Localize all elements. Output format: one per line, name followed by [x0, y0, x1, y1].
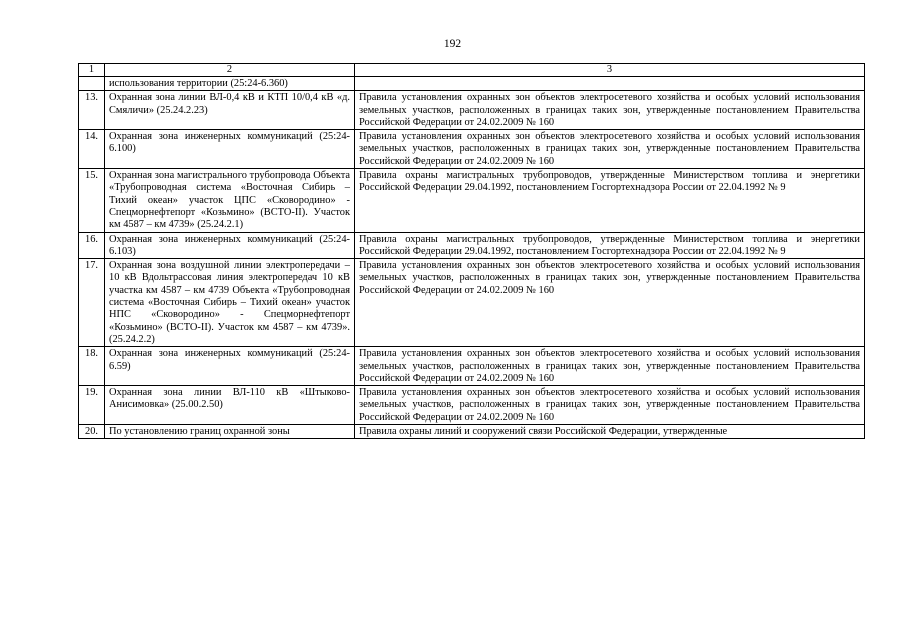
- page-number: 192: [443, 38, 462, 50]
- zone-name: Охранная зона линии ВЛ-110 кВ «Штыково-Анисимовка» (25.00.2.50): [105, 386, 355, 425]
- zone-rules: Правила установления охранных зон объектов электросетевого хозяйства и особых условий использования земельных участков, расположенных в границах таких зон, утвержденные постановлением Правительства Российской Федерации от 24.02.2009 № 160: [355, 386, 865, 425]
- zones-table: [78, 63, 865, 439]
- zone-name: Охранная зона магистрального трубопровода Объекта «Трубопроводная система «Восточная Сибирь – Тихий океан» участок ЦПС «Сковородино» - Спецморнефтепорт «Козьмино» (ВСТО-II). Участок км 4587 – км 4739» (25.24.2.1): [105, 169, 355, 232]
- zone-rules: Правила установления охранных зон объектов электросетевого хозяйства и особых условий использования земельных участков, расположенных в границах таких зон, утвержденные постановлением Правительства Российской Федерации от 24.02.2009 № 160: [355, 130, 865, 169]
- table-body: [79, 64, 865, 439]
- header-row: [79, 64, 865, 77]
- table-row: [79, 130, 865, 169]
- zone-rules: Правила охраны магистральных трубопроводов, утвержденные Министерством топлива и энергетики Российской Федерации 29.04.1992, постановлением Госгортехнадзора России от 22.04.1992 № 9: [355, 169, 865, 232]
- row-number: 15.: [79, 169, 105, 232]
- continuation-rules: [355, 77, 865, 91]
- table-row: [79, 232, 865, 259]
- table-row: [79, 425, 865, 439]
- zone-rules: Правила установления охранных зон объектов электросетевого хозяйства и особых условий использования земельных участков, расположенных в границах таких зон, утвержденные постановлением Правительства Российской Федерации от 24.02.2009 № 160: [355, 259, 865, 347]
- zone-name: Охранная зона инженерных коммуникаций (25:24-6.103): [105, 232, 355, 259]
- table-row: [79, 347, 865, 386]
- continuation-row: [79, 77, 865, 91]
- table-row: [79, 91, 865, 130]
- header-col-1: 1: [79, 64, 105, 77]
- row-number: 13.: [79, 91, 105, 130]
- zone-name: Охранная зона инженерных коммуникаций (25:24-6.59): [105, 347, 355, 386]
- header-col-3: 3: [355, 64, 865, 77]
- row-number: 20.: [79, 425, 105, 439]
- zone-name: По установлению границ охранной зоны: [105, 425, 355, 439]
- table-row: [79, 386, 865, 425]
- zone-rules: Правила установления охранных зон объектов электросетевого хозяйства и особых условий использования земельных участков, расположенных в границах таких зон, утвержденные постановлением Правительства Российской Федерации от 24.02.2009 № 160: [355, 347, 865, 386]
- table-row: [79, 169, 865, 232]
- zone-name: Охранная зона инженерных коммуникаций (25:24-6.100): [105, 130, 355, 169]
- row-number: 17.: [79, 259, 105, 347]
- header-col-2: 2: [105, 64, 355, 77]
- zone-rules: Правила охраны магистральных трубопроводов, утвержденные Министерством топлива и энергетики Российской Федерации 29.04.1992, постановлением Госгортехнадзора России от 22.04.1992 № 9: [355, 232, 865, 259]
- row-number: 18.: [79, 347, 105, 386]
- zone-name: Охранная зона линии ВЛ-0,4 кВ и КТП 10/0,4 кВ «д. Смяличи» (25.24.2.23): [105, 91, 355, 130]
- zone-name: Охранная зона воздушной линии электропередачи – 10 кВ Вдольтрассовая линия электропередач 10 кВ участка км 4587 – км 4739 Объекта «Трубопроводная система «Восточная Сибирь – Тихий океан» участок НПС «Сковородино» - Спецморнефтепорт «Козьмино» (ВСТО-II). Участок км 4587 – км 4739». (25.24.2.2): [105, 259, 355, 347]
- row-number: 16.: [79, 232, 105, 259]
- continuation-num: [79, 77, 105, 91]
- row-number: 19.: [79, 386, 105, 425]
- row-number: 14.: [79, 130, 105, 169]
- zone-rules: Правила установления охранных зон объектов электросетевого хозяйства и особых условий использования земельных участков, расположенных в границах таких зон, утвержденные постановлением Правительства Российской Федерации от 24.02.2009 № 160: [355, 91, 865, 130]
- table-row: [79, 259, 865, 347]
- continuation-object: использования территории (25:24-6.360): [105, 77, 355, 91]
- zone-rules: Правила охраны линий и сооружений связи Российской Федерации, утвержденные: [355, 425, 865, 439]
